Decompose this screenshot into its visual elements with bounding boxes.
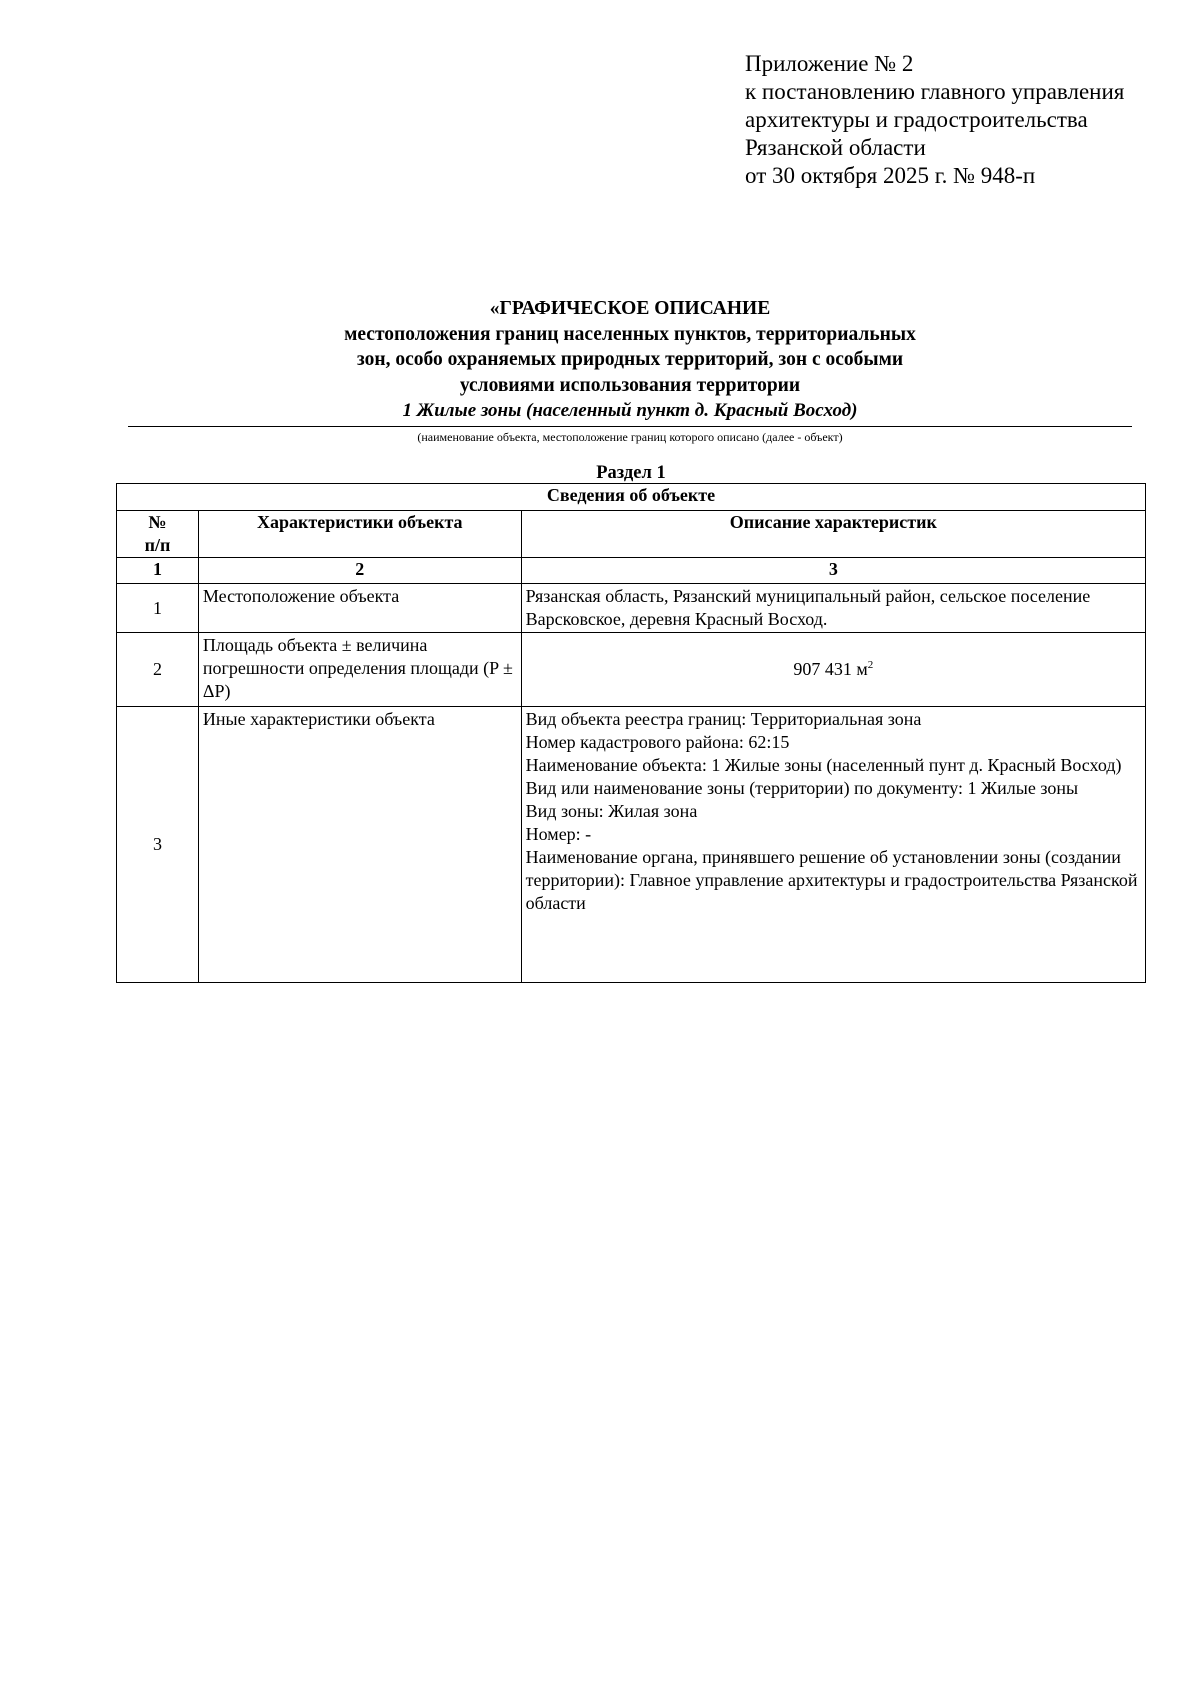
header-num-line1: №	[148, 512, 167, 532]
header-num-line2: п/п	[144, 535, 171, 555]
table-row	[117, 633, 1146, 707]
title-line: условиями использования территории	[459, 374, 801, 396]
title-line: «ГРАФИЧЕСКОЕ ОПИСАНИЕ	[489, 298, 771, 319]
object-info-table	[116, 483, 1146, 983]
table-row	[117, 707, 1146, 983]
description-line: Наименование объекта: 1 Жилые зоны (населенный пунт д. Красный Восход)	[525, 755, 1122, 775]
description-line: Вид или наименование зоны (территории) по документу: 1 Жилые зоны	[525, 778, 1079, 798]
row-description	[521, 633, 1145, 707]
column-number: 3	[521, 558, 1145, 584]
section-title: Раздел 1	[596, 463, 666, 483]
description-line: Вид зоны: Жилая зона	[525, 801, 698, 821]
table-caption: Сведения об объекте	[117, 484, 1146, 511]
attachment-line: к постановлению главного управления	[745, 79, 1125, 104]
title-line: зон, особо охраняемых природных территорий, зон с особыми	[356, 349, 904, 370]
column-number: 2	[198, 558, 521, 584]
row-characteristic: Иные характеристики объекта	[198, 707, 521, 983]
description-line: Рязанская область, Рязанский муниципальный район, сельское поселение Варсковское, деревня Красный Восход.	[525, 586, 1091, 629]
attachment-header	[745, 50, 1124, 190]
row-description	[521, 707, 1145, 983]
document-title	[128, 296, 1132, 398]
row-characteristic: Местоположение объекта	[198, 584, 521, 633]
table-row	[117, 584, 1146, 633]
row-characteristic: Площадь объекта ± величина погрешности определения площади (P ± ΔP)	[198, 633, 521, 707]
attachment-line: Рязанской области	[745, 135, 926, 160]
underline-rule	[128, 426, 1132, 427]
header-description: Описание характеристик	[521, 511, 1145, 558]
attachment-line: архитектуры и градостроительства	[745, 107, 1088, 132]
description-line: Номер кадастрового района: 62:15	[525, 732, 790, 752]
row-number: 1	[117, 584, 199, 633]
description-line: Наименование органа, принявшего решение об установлении зоны (создании территории): Главное управление архитектуры и градостроительства Рязанской области	[525, 847, 1138, 913]
column-number: 1	[117, 558, 199, 584]
area-unit-superscript: 2	[867, 659, 874, 671]
attachment-line: Приложение № 2	[745, 51, 914, 76]
attachment-line: от 30 октября 2025 г. № 948-п	[745, 163, 1036, 188]
rule-caption: (наименование объекта, местоположение границ которого описано (далее - объект)	[417, 430, 843, 444]
description-line: Номер: -	[525, 824, 592, 844]
area-value: 907 431 м	[793, 659, 868, 679]
row-description	[521, 584, 1145, 633]
row-number: 2	[117, 633, 199, 707]
table-header-row	[117, 511, 1146, 558]
header-num	[117, 511, 199, 558]
title-line: местоположения границ населенных пунктов, территориальных	[344, 323, 916, 345]
row-number: 3	[117, 707, 199, 983]
header-characteristic: Характеристики объекта	[198, 511, 521, 558]
description-line: Вид объекта реестра границ: Территориальная зона	[525, 709, 922, 729]
column-number-row	[117, 558, 1146, 584]
object-name: 1 Жилые зоны (населенный пункт д. Красный Восход)	[402, 400, 858, 421]
table-caption-row	[117, 484, 1146, 511]
